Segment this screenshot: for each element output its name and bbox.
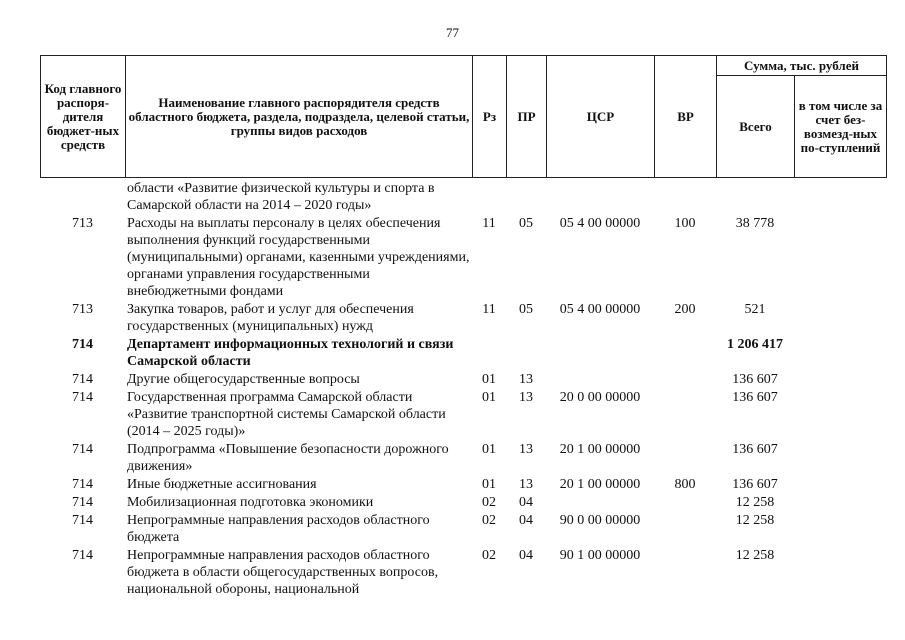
cell-rz: 01 [482,442,496,457]
cell-pr: 13 [519,372,533,387]
cell-rz: 11 [482,302,496,317]
header-rz: Рз [473,56,507,178]
cell-name: Иные бюджетные ассигнования [127,477,317,492]
table-row [40,547,886,599]
cell-pr: 05 [519,216,533,231]
table-row [40,512,886,547]
table-body [40,180,886,599]
cell-sum-total: 136 607 [732,390,778,405]
cell-code: 714 [72,372,93,387]
table-row [40,494,886,512]
table-row [40,215,886,301]
cell-sum-total: 521 [744,302,766,317]
table-row [40,371,886,389]
cell-sum-total: 1 206 417 [727,337,783,352]
cell-sum-total: 12 258 [735,548,775,563]
cell-code: 714 [72,477,93,492]
cell-csr: 20 0 00 00000 [559,390,641,405]
cell-pr: 13 [519,390,533,405]
cell-name: Государственная программа Самарской области «Развитие транспортной системы Самарской области (2014 – 2025 годы)» [127,390,446,439]
table-row [40,389,886,441]
header-total: Всего [717,76,795,178]
cell-pr: 05 [519,302,533,317]
table-row [40,441,886,476]
cell-code: 714 [72,513,93,528]
cell-code: 714 [72,548,93,563]
cell-code: 714 [72,337,93,352]
cell-csr: 05 4 00 00000 [559,302,641,317]
table-header [40,55,887,178]
cell-csr: 90 1 00 00000 [559,548,641,563]
cell-csr: 90 0 00 00000 [559,513,641,528]
cell-sum-total: 12 258 [735,513,775,528]
cell-pr: 13 [519,477,533,492]
cell-csr: 20 1 00 00000 [559,477,641,492]
header-name: Наименование главного распорядителя средств областного бюджета, раздела, подраздела, целевой статьи, группы видов расходов [126,56,473,178]
page-number: 77 [446,25,459,40]
table-row [40,301,886,336]
cell-pr: 04 [519,513,533,528]
cell-name: Департамент информационных технологий и связи Самарской области [127,337,454,369]
header-pr: ПР [507,56,547,178]
cell-rz: 02 [482,513,496,528]
header-csr: ЦСР [547,56,655,178]
cell-name: Непрограммные направления расходов областного бюджета [127,513,430,545]
table-row [40,180,886,215]
cell-name: Непрограммные направления расходов областного бюджета в области общегосударственных вопросов, национальной обороны, национальной [127,548,439,597]
header-code: Код главного распоря-дителя бюджет-ных средств [41,56,126,178]
cell-code: 714 [72,390,93,405]
table-row [40,476,886,494]
cell-rz: 01 [482,372,496,387]
cell-rz: 01 [482,477,496,492]
header-sum-group: Сумма, тыс. рублей [717,56,887,76]
cell-pr: 04 [519,495,533,510]
cell-vr: 200 [674,302,696,317]
cell-pr: 13 [519,442,533,457]
cell-code: 714 [72,495,93,510]
cell-csr: 20 1 00 00000 [559,442,641,457]
cell-sum-total: 136 607 [732,442,778,457]
cell-csr: 05 4 00 00000 [559,216,641,231]
cell-sum-total: 136 607 [732,372,778,387]
cell-rz: 02 [482,495,496,510]
cell-name: области «Развитие физической культуры и спорта в Самарской области на 2014 – 2020 годы» [127,181,435,213]
header-vr: ВР [655,56,717,178]
cell-code: 713 [72,302,93,317]
cell-sum-total: 38 778 [735,216,775,231]
cell-name: Расходы на выплаты персоналу в целях обеспечения выполнения функций государственными (муниципальными) органами, казенными учреждениями, органами управления государственными внебюджетными фондами [127,216,470,299]
cell-name: Подпрограмма «Повышение безопасности дорожного движения» [127,442,449,474]
cell-pr: 04 [519,548,533,563]
header-free: в том числе за счет без-возмезд-ных по-ступлений [795,76,887,178]
cell-code: 714 [72,442,93,457]
cell-vr: 100 [674,216,696,231]
cell-rz: 01 [482,390,496,405]
cell-code: 713 [72,216,93,231]
table-row [40,336,886,371]
cell-name: Другие общегосударственные вопросы [127,372,360,387]
cell-sum-total: 12 258 [735,495,775,510]
cell-name: Мобилизационная подготовка экономики [127,495,374,510]
cell-rz: 11 [482,216,496,231]
cell-vr: 800 [674,477,696,492]
cell-sum-total: 136 607 [732,477,778,492]
cell-name: Закупка товаров, работ и услуг для обеспечения государственных (муниципальных) нужд [127,302,414,334]
cell-rz: 02 [482,548,496,563]
